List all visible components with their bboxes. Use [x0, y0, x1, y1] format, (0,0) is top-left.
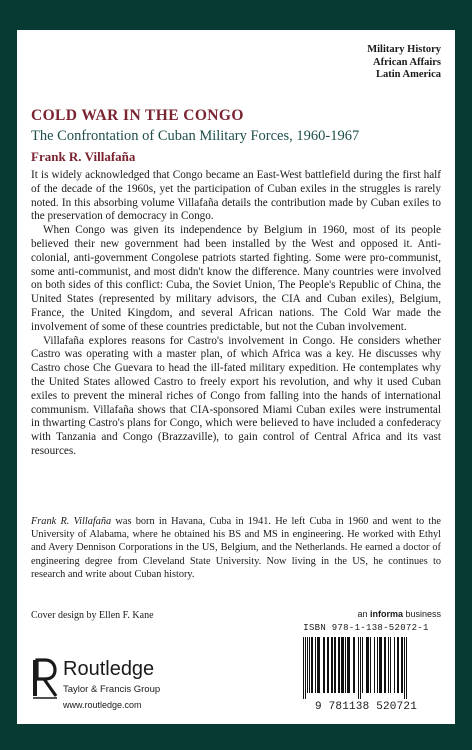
barcode-digits: 9 781138 520721	[314, 701, 418, 713]
informa-business-mark	[357, 609, 441, 619]
isbn-label: ISBN 978-1-138-52072-1	[303, 623, 429, 633]
informa-prefix: an	[357, 609, 370, 619]
barcode-bars	[299, 637, 433, 699]
publisher-logo	[31, 658, 231, 714]
category-african-affairs: African Affairs	[373, 56, 441, 68]
routledge-r-icon	[31, 658, 59, 700]
informa-suffix: business	[402, 609, 441, 619]
publisher-url: www.routledge.com	[63, 700, 142, 710]
blurb-paragraph-1: It is widely acknowledged that Congo became an East-West battlefield during the first half of the decade of the 1960s, yet the participation of Cuban exiles in the struggles is rarely noted. In this absorbing volume Villafaña details the contribution made by Cuban exiles to the preservation of democracy in Congo.	[31, 169, 441, 223]
author-bio-name: Frank R. Villafaña	[31, 516, 112, 527]
book-subtitle: The Confrontation of Cuban Military Forces, 1960-1967	[31, 128, 360, 144]
cover-design-credit: Cover design by Ellen F. Kane	[31, 610, 154, 621]
blurb-paragraph-2: When Congo was given its independence by Belgium in 1960, most of its people believed their new government had been installed by the West and opposed it. Anti-colonial, anti-government Congolese patriots started fighting. Some were pro-communist, some anti-communist, and most didn't know the difference. Many countries were involved on both sides of this conflict: Cuba, the Soviet Union, The People's Republic of China, the United States (represented by military advisors, the CIA and Cuban exiles), Belgium, France, the United Kingdom, and several African nations. The Cold War made the involvement of some of these countries predictable, but not the Cuban involvement.	[31, 224, 441, 333]
subject-categories	[367, 44, 441, 82]
informa-brand: informa	[369, 609, 403, 619]
book-author: Frank R. Villafaña	[31, 149, 136, 164]
category-military-history: Military History	[367, 44, 441, 55]
isbn-barcode	[291, 623, 441, 715]
publisher-name: Routledge	[63, 658, 155, 680]
book-title: COLD WAR IN THE CONGO	[31, 107, 244, 124]
back-cover-panel	[17, 30, 455, 724]
publisher-group: Taylor & Francis Group	[63, 684, 161, 695]
author-bio	[31, 515, 441, 581]
author-bio-text: was born in Havana, Cuba in 1941. He left Cuba in 1960 and went to the University of Alabama, where he obtained his BS and MS in engineering. He worked with Ethyl and Avery Dennison Corporations in the US, Belgium, and the Netherlands. He earned a doctor of engineering degree from Cleveland State University. Now living in the US, he continues to research and write about Cuban history.	[31, 516, 441, 580]
category-latin-america: Latin America	[375, 69, 441, 80]
blurb-paragraph-3: Villafaña explores reasons for Castro's involvement in Congo. He considers whether Castro was operating with a master plan, of which Africa was a key. He discusses why Castro chose Che Guevara to head the ill-fated military expedition. He contemplates why the United States allowed Castro to freely export his revolution, and why it used Cuban exiles to prevent the mineral riches of Congo from falling into the hands of international communism. Villafaña shows that CIA-sponsored Miami Cuban exiles were instrumental in thwarting Castro's plans for Congo, which were believed to have included a confederacy with Tanzania and Congo (Brazzaville), to gain control of Central Africa and its vast resources.	[31, 334, 441, 457]
blurb	[31, 169, 441, 459]
